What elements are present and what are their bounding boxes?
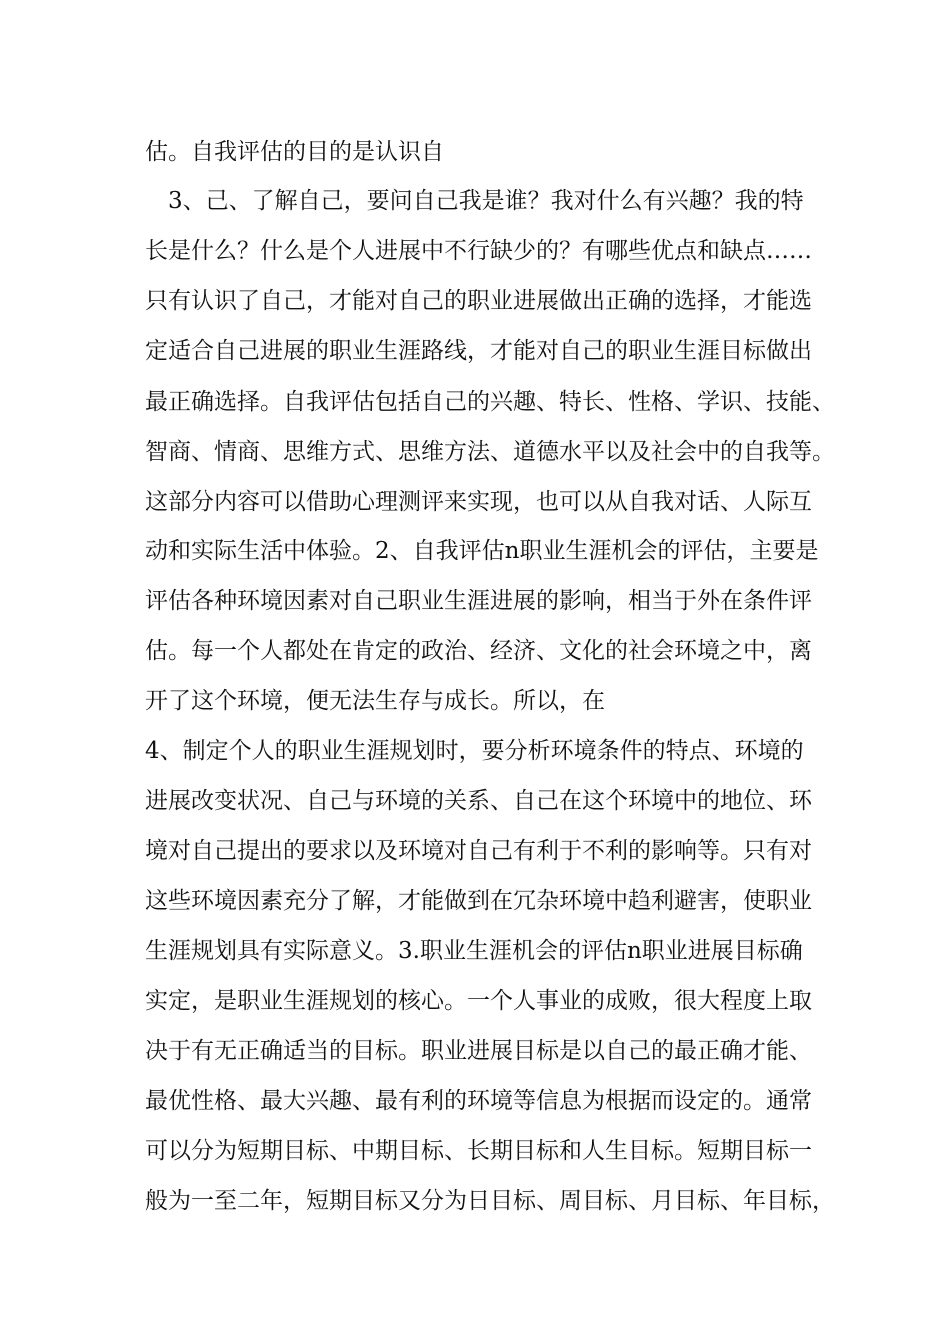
text-line: 3、己、了解自己，要问自己我是谁？我对什么有兴趣？我的特 — [145, 188, 804, 214]
text-line: 智商、情商、思维方式、思维方法、道德水平以及社会中的自我等。 — [145, 439, 835, 465]
text-line: 长是什么？什么是个人进展中不行缺少的？有哪些优点和缺点…… — [145, 238, 812, 264]
text-line: 开了这个环境，便无法生存与成长。所以，在 — [145, 688, 605, 714]
text-line: 评估各种环境因素对自己职业生涯进展的影响，相当于外在条件评 — [145, 588, 812, 614]
text-line: 只有认识了自己，才能对自己的职业进展做出正确的选择，才能选 — [145, 288, 812, 314]
text-line: 最正确选择。自我评估包括自己的兴趣、特长、性格、学识、技能、 — [145, 389, 835, 415]
text-line: 这些环境因素充分了解，才能做到在冗杂环境中趋利避害，使职业 — [145, 888, 812, 914]
text-line: 估。每一个人都处在肯定的政治、经济、文化的社会环境之中，离 — [145, 638, 812, 664]
text-line: 动和实际生活中体验。2、自我评估n职业生涯机会的评估，主要是 — [145, 538, 819, 564]
text-line: 决于有无正确适当的目标。职业进展目标是以自己的最正确才能、 — [145, 1038, 812, 1064]
text-line: 最优性格、最大兴趣、最有利的环境等信息为根据而设定的。通常 — [145, 1088, 812, 1114]
text-line: 境对自己提出的要求以及环境对自己有利于不利的影响等。只有对 — [145, 838, 812, 864]
text-line: 估。自我评估的目的是认识自 — [145, 139, 444, 165]
text-line: 定适合自己进展的职业生涯路线，才能对自己的职业生涯目标做出 — [145, 338, 812, 364]
text-line: 进展改变状况、自己与环境的关系、自己在这个环境中的地位、环 — [145, 788, 812, 814]
text-line: 可以分为短期目标、中期目标、长期目标和人生目标。短期目标一 — [145, 1138, 812, 1164]
text-line: 实定，是职业生涯规划的核心。一个人事业的成败，很大程度上取 — [145, 988, 812, 1014]
text-line: 般为一至二年，短期目标又分为日目标、周目标、月目标、年目标， — [145, 1188, 835, 1214]
text-line: 4、制定个人的职业生涯规划时，要分析环境条件的特点、环境的 — [145, 738, 804, 764]
text-line: 这部分内容可以借助心理测评来实现，也可以从自我对话、人际互 — [145, 489, 812, 515]
text-line: 生涯规划具有实际意义。3.职业生涯机会的评估n职业进展目标确 — [145, 938, 803, 964]
